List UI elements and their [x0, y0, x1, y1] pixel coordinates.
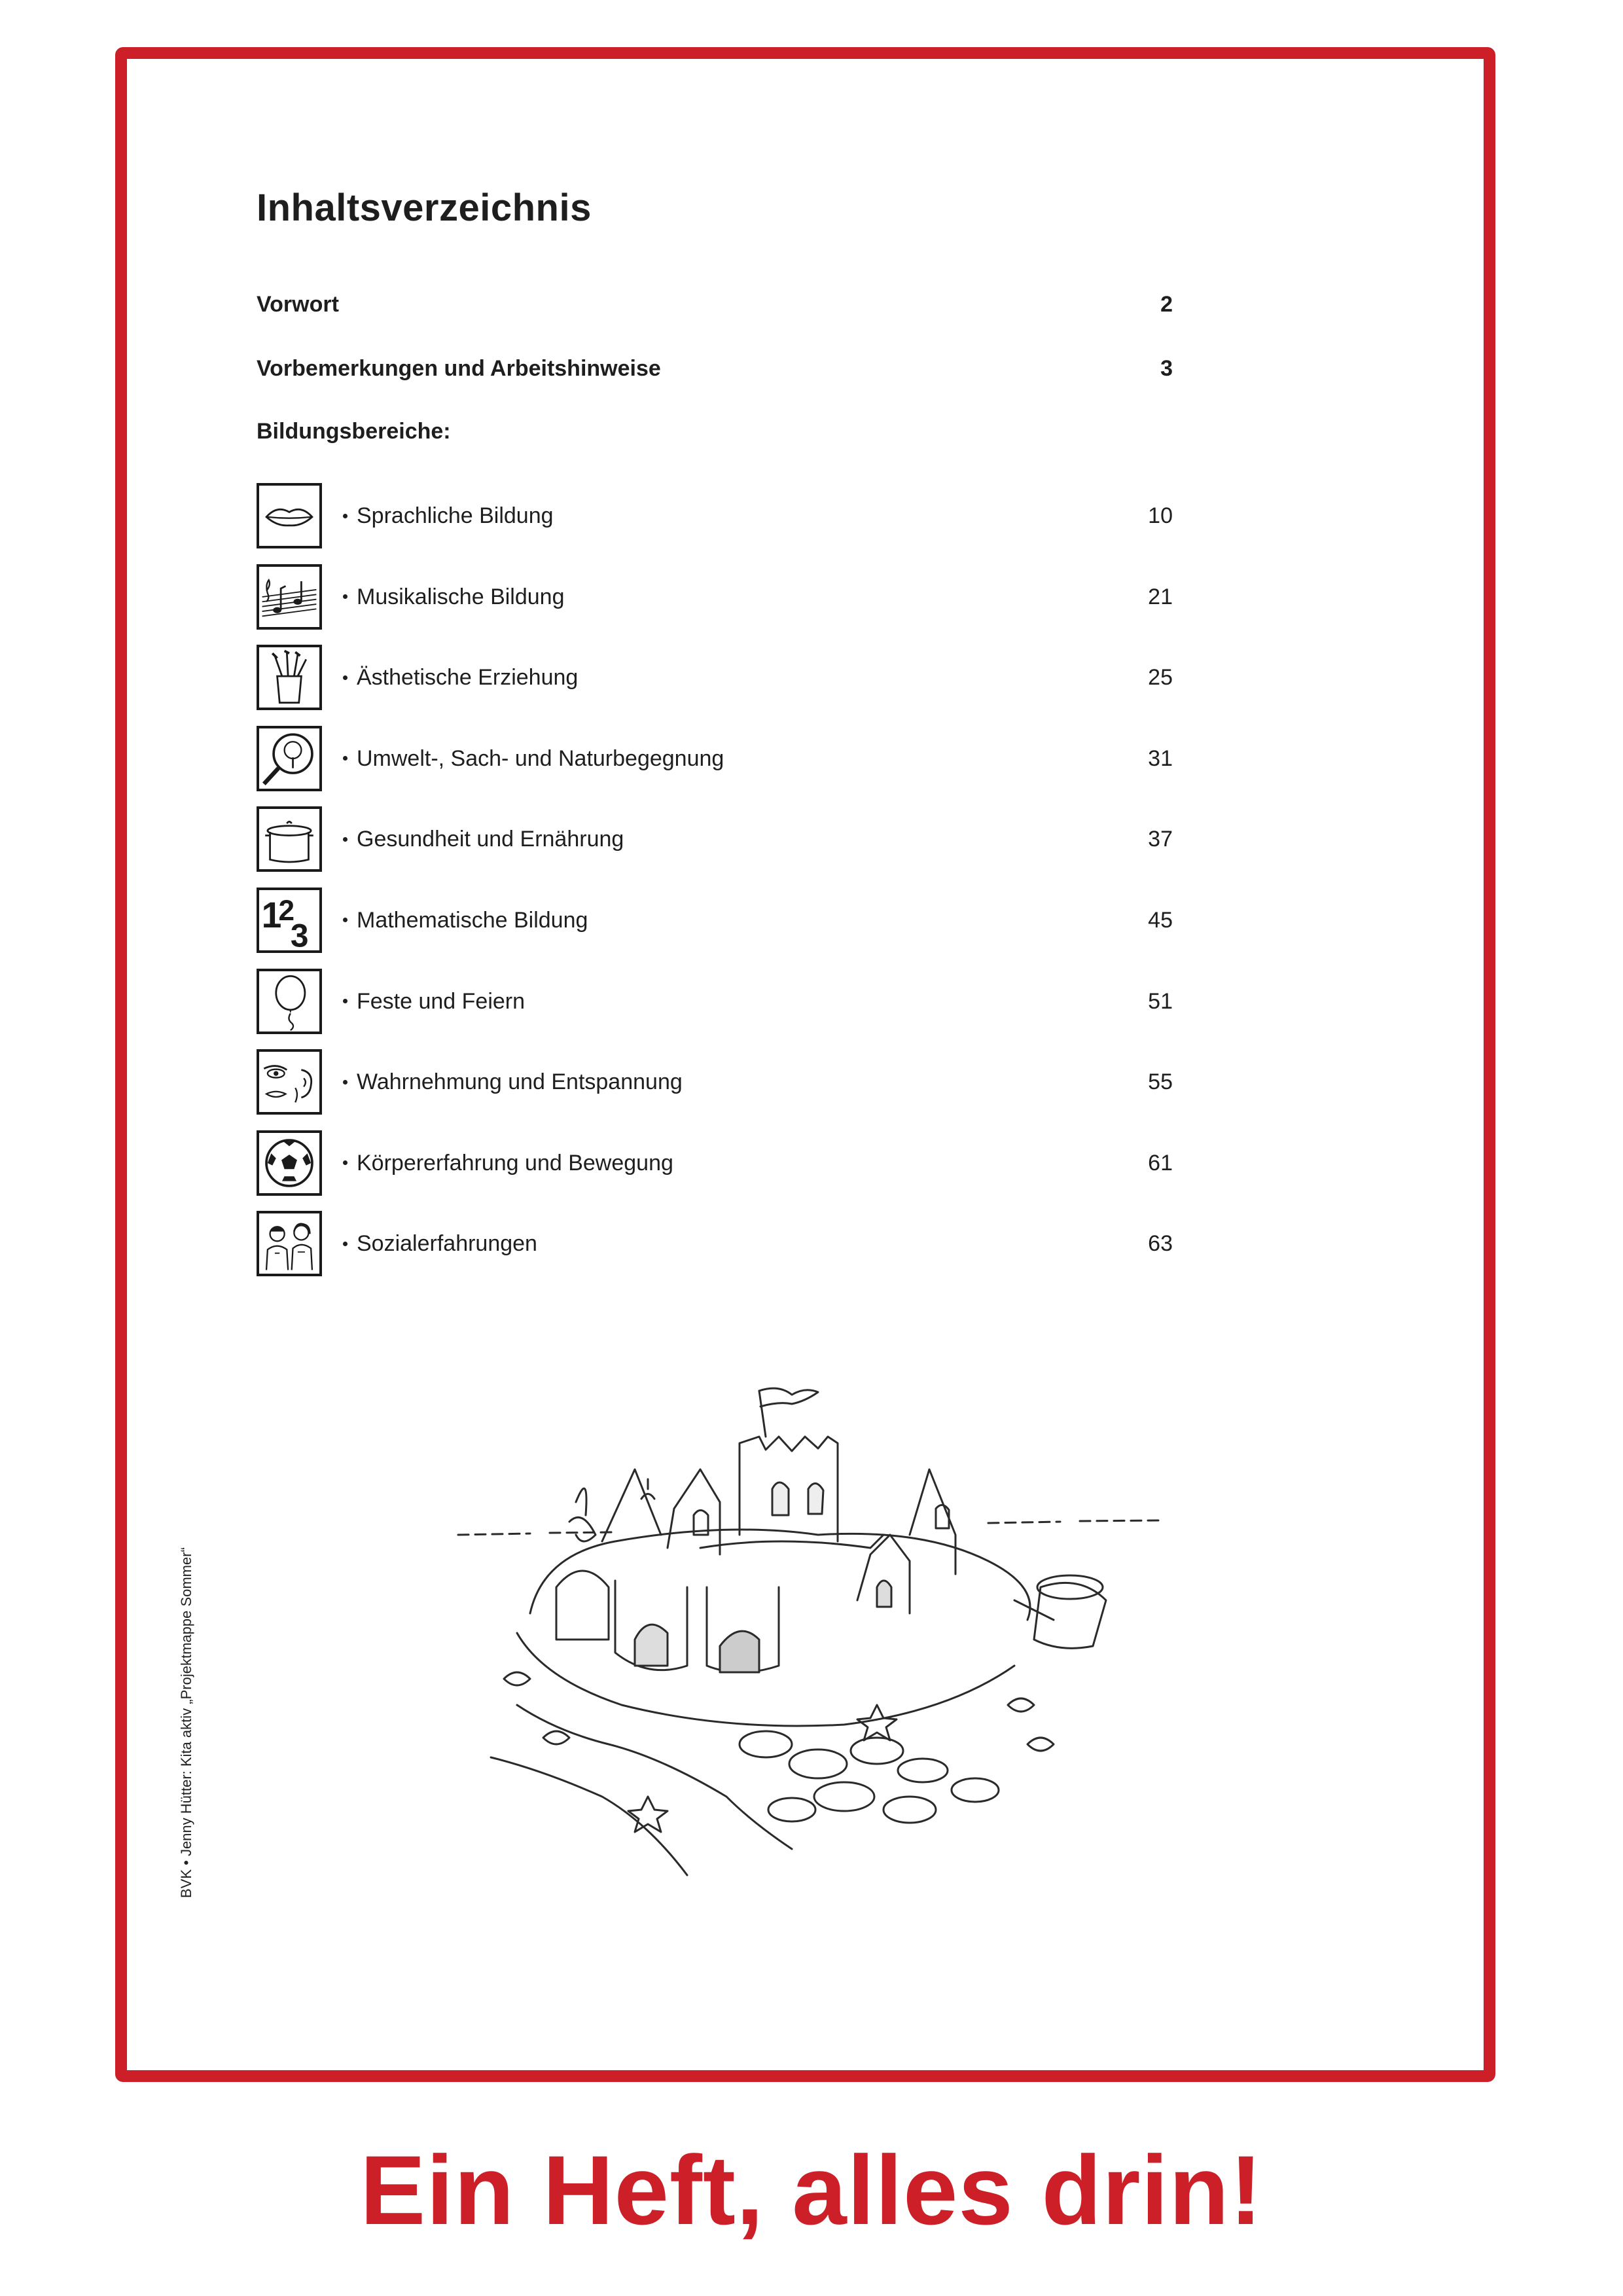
- bereich-row: [257, 1211, 1173, 1276]
- toc-entry-label: Vorwort: [257, 292, 339, 317]
- bereich-label: Sprachliche Bildung: [357, 503, 554, 528]
- bereich-row: [257, 645, 1173, 710]
- bereich-label: Ästhetische Erziehung: [357, 665, 579, 691]
- bereich-row: [257, 564, 1173, 630]
- bereich-label: Körpererfahrung und Bewegung: [357, 1150, 673, 1175]
- bereich-label: Mathematische Bildung: [357, 907, 588, 933]
- toc-entry-page: 2: [1160, 292, 1173, 317]
- bereich-label: Gesundheit und Ernährung: [357, 827, 624, 852]
- page-title: Inhaltsverzeichnis: [257, 187, 592, 229]
- section-heading: Bildungsbereiche:: [257, 419, 451, 444]
- children-icon: [257, 1211, 322, 1276]
- bereich-page: 10: [1148, 503, 1173, 528]
- toc-entry-label: Vorbemerkungen und Arbeitshinweise: [257, 356, 661, 381]
- music-notes-icon: [257, 564, 322, 630]
- balloon-icon: [257, 969, 322, 1034]
- bereich-label: Umwelt-, Sach- und Naturbegegnung: [357, 745, 724, 771]
- bereich-row: [257, 483, 1173, 548]
- bereich-page: 51: [1148, 988, 1173, 1014]
- toc-entry-vorbemerkungen: [257, 356, 1173, 389]
- brush-cup-icon: [257, 645, 322, 710]
- bereich-row: [257, 726, 1173, 791]
- bereich-page: 25: [1148, 665, 1173, 691]
- svg-text:1: 1: [261, 895, 282, 936]
- slogan: Ein Heft, alles drin!: [360, 2135, 1263, 2245]
- bereich-row: [257, 969, 1173, 1034]
- bereich-page: 45: [1148, 907, 1173, 933]
- cooking-pot-icon: [257, 806, 322, 872]
- face-senses-icon: [257, 1049, 322, 1115]
- bereich-label: Musikalische Bildung: [357, 584, 565, 609]
- bereich-label: Sozialerfahrungen: [357, 1231, 537, 1257]
- toc-entry-vorwort: [257, 292, 1173, 325]
- numbers-123-icon: [257, 888, 322, 953]
- football-icon: [257, 1130, 322, 1196]
- bereich-page: 55: [1148, 1069, 1173, 1095]
- bereich-page: 31: [1148, 745, 1173, 771]
- svg-text:2: 2: [278, 894, 295, 927]
- bereiche-list: [257, 483, 1173, 1276]
- bereich-page: 63: [1148, 1231, 1173, 1257]
- lips-icon: [257, 483, 322, 548]
- bereich-page: 37: [1148, 827, 1173, 852]
- bereich-page: 61: [1148, 1150, 1173, 1175]
- bereich-row: [257, 1049, 1173, 1115]
- bereich-label: Wahrnehmung und Entspannung: [357, 1069, 683, 1095]
- bereich-row: [257, 806, 1173, 872]
- bereich-row: [257, 888, 1173, 953]
- bereich-page: 21: [1148, 584, 1173, 609]
- bereich-row: [257, 1130, 1173, 1196]
- sandcastle-illustration: [452, 1338, 1171, 1901]
- side-credit: BVK • Jenny Hütter: Kita aktiv „Projektmappe Sommer“: [178, 1547, 194, 1898]
- magnifier-tree-icon: [257, 726, 322, 791]
- toc-entry-page: 3: [1160, 356, 1173, 381]
- svg-text:3: 3: [290, 917, 309, 950]
- bereich-label: Feste und Feiern: [357, 988, 526, 1014]
